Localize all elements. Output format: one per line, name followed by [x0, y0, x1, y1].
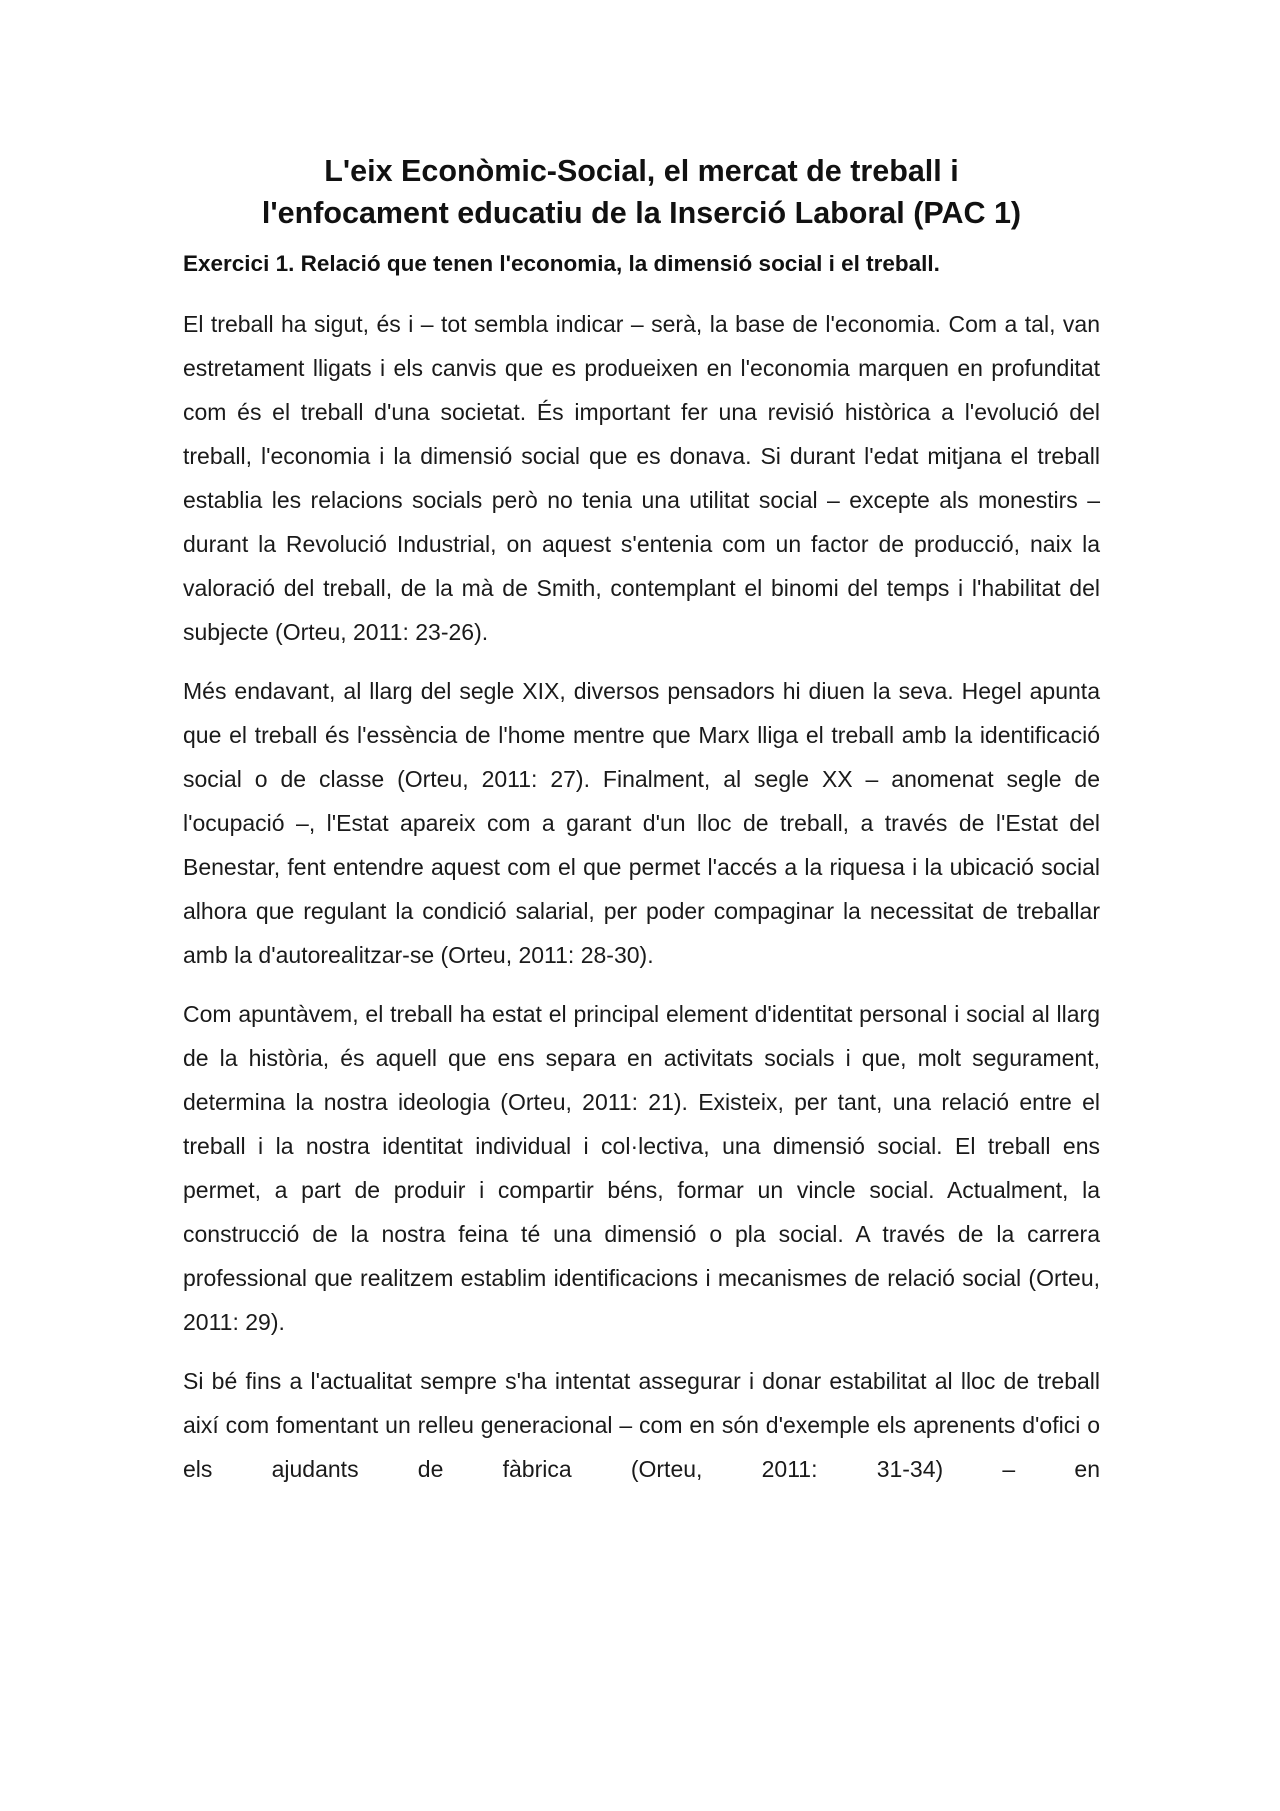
document-page [183, 150, 1100, 1491]
exercise-heading: Exercici 1. Relació que tenen l'economia, la dimensió social i el treball. [183, 251, 940, 276]
title-line-1: L'eix Econòmic-Social, el mercat de treball i [324, 154, 959, 188]
paragraph-3: Com apuntàvem, el treball ha estat el principal element d'identitat personal i social al llarg de la història, és aquell que ens separa en activitats socials i que, molt segurament, determina la nostra ideologia (Orteu, 2011: 21). Existeix, per tant, una relació entre el treball i la nostra identitat individual i col·lectiva, una dimensió social. El treball ens permet, a part de produir i compartir béns, formar un vincle social. Actualment, la construcció de la nostra feina té una dimensió o pla social. A través de la carrera professional que realitzem establim identificacions i mecanismes de relació social (Orteu, 2011: 29). [183, 1001, 1100, 1335]
title-line-2: l'enfocament educatiu de la Inserció Laboral (PAC 1) [261, 196, 1022, 230]
document-title [183, 150, 1100, 234]
paragraph-2: Més endavant, al llarg del segle XIX, diversos pensadors hi diuen la seva. Hegel apunta que el treball és l'essència de l'home mentre que Marx lliga el treball amb la identificació social o de classe (Orteu, 2011: 27). Finalment, al segle XX – anomenat segle de l'ocupació –, l'Estat apareix com a garant d'un lloc de treball, a través de l'Estat del Benestar, fent entendre aquest com el que permet l'accés a la riquesa i la ubicació social alhora que regulant la condició salarial, per poder compaginar la necessitat de treballar amb la d'autorealitzar-se (Orteu, 2011: 28-30). [183, 678, 1100, 968]
paragraph-1: El treball ha sigut, és i – tot sembla indicar – serà, la base de l'economia. Com a tal, van estretament lligats i els canvis que es produeixen en l'economia marquen en profunditat com és el treball d'una societat. És important fer una revisió històrica a l'evolució del treball, l'economia i la dimensió social que es donava. Si durant l'edat mitjana el treball establia les relacions socials però no tenia una utilitat social – excepte als monestirs – durant la Revolució Industrial, on aquest s'entenia com un factor de producció, naix la valoració del treball, de la mà de Smith, contemplant el binomi del temps i l'habilitat del subjecte (Orteu, 2011: 23-26). [183, 311, 1100, 645]
paragraph-4: Si bé fins a l'actualitat sempre s'ha intentat assegurar i donar estabilitat al lloc de treball així com fomentant un relleu generacional – com en són d'exemple els aprenents d'ofici o els ajudants de fàbrica (Orteu, 2011: 31-34) – en [183, 1368, 1100, 1482]
